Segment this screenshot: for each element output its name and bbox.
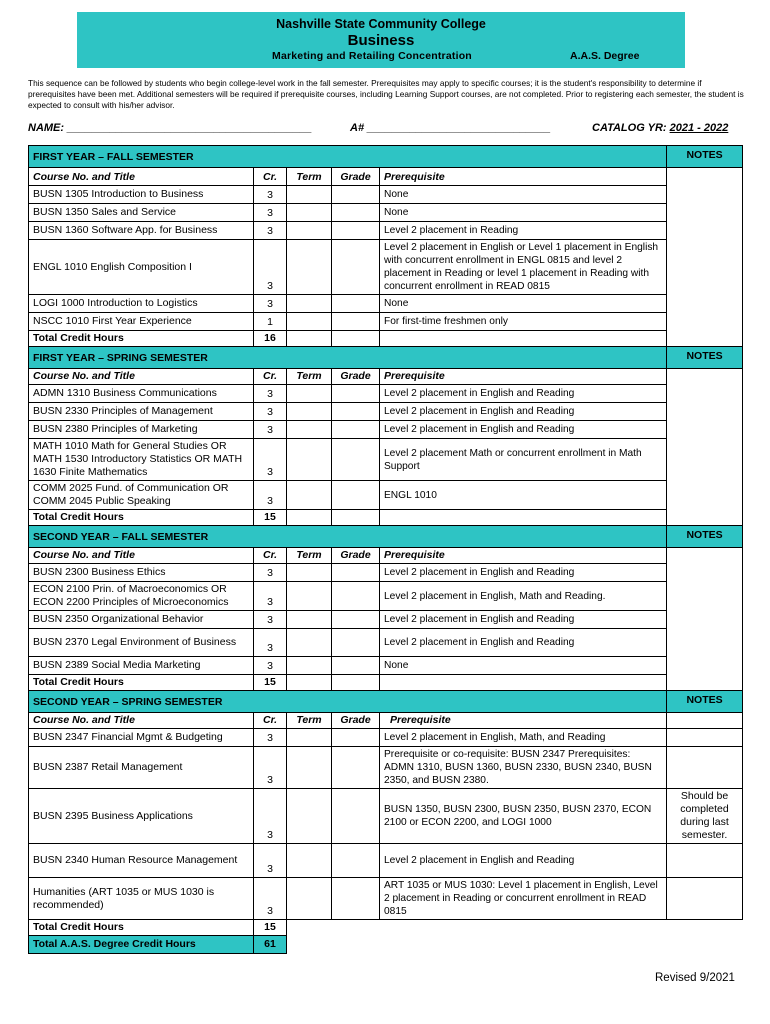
credit-hours: 3 [254, 844, 287, 878]
course-row [29, 582, 743, 611]
course-row [29, 240, 743, 295]
term-column-header: Term [287, 713, 332, 729]
term-cell[interactable] [287, 564, 332, 582]
term-cell[interactable] [287, 729, 332, 747]
credit-hours: 3 [254, 204, 287, 222]
intro-paragraph: This sequence can be followed by students who begin college-level work in the fall semester. Prerequisites may apply to specific courses; it is the student's responsibility to determine if prerequisites have been met. Additional semesters will be required if prerequisite courses, including Learning Support courses, are not completed. Prior to registering each semester, the student is expected to consult with his/her advisor. [28, 78, 744, 110]
notes-cell[interactable] [667, 369, 743, 526]
course-row [29, 747, 743, 789]
course-row [29, 385, 743, 403]
college-name: Nashville State Community College [276, 17, 486, 31]
grade-cell[interactable] [332, 878, 380, 920]
credit-hours: 3 [254, 564, 287, 582]
term-column-header: Term [287, 369, 332, 385]
course-title: BUSN 2380 Principles of Marketing [29, 421, 254, 439]
course-title: BUSN 2350 Organizational Behavior [29, 611, 254, 629]
notes-cell[interactable] [667, 168, 743, 347]
grade-column-header: Grade [332, 713, 380, 729]
credit-hours: 3 [254, 629, 287, 657]
semester-header [29, 146, 743, 168]
grade-cell[interactable] [332, 481, 380, 510]
credit-hours: 3 [254, 295, 287, 313]
course-plan-table [28, 145, 743, 954]
credit-hours: 3 [254, 789, 287, 844]
prerequisite-column-header: Prerequisite [380, 548, 667, 564]
grand-total-label: Total A.A.S. Degree Credit Hours [29, 936, 254, 954]
credit-column-header: Cr. [254, 713, 287, 729]
a-number-field[interactable]: A# ______________________________ [350, 122, 551, 134]
term-cell[interactable] [287, 789, 332, 844]
course-row [29, 186, 743, 204]
semester-title: FIRST YEAR – FALL SEMESTER [29, 146, 667, 168]
term-cell[interactable] [287, 385, 332, 403]
grade-cell[interactable] [332, 657, 380, 675]
course-title: BUSN 1305 Introduction to Business [29, 186, 254, 204]
credit-hours: 3 [254, 729, 287, 747]
prerequisite-text: Level 2 placement in English and Reading [380, 611, 667, 629]
prerequisite-text: For first-time freshmen only [380, 313, 667, 331]
total-credit-value: 15 [254, 920, 287, 936]
term-cell[interactable] [287, 421, 332, 439]
term-cell[interactable] [287, 403, 332, 421]
notes-cell[interactable] [667, 729, 743, 747]
prerequisite-text: None [380, 204, 667, 222]
notes-header: NOTES [667, 146, 743, 168]
credit-column-header: Cr. [254, 369, 287, 385]
credit-hours: 3 [254, 582, 287, 611]
grade-cell[interactable] [332, 564, 380, 582]
grade-cell[interactable] [332, 295, 380, 313]
prerequisite-column-header: Prerequisite [380, 369, 667, 385]
grade-cell[interactable] [332, 204, 380, 222]
concentration-name: Marketing and Retailing Concentration [272, 50, 472, 62]
course-row [29, 204, 743, 222]
course-title: MATH 1010 Math for General Studies OR MATH 1530 Introductory Statistics OR MATH 1630 Finite Mathematics [29, 439, 254, 481]
term-cell[interactable] [287, 481, 332, 510]
total-credit-label: Total Credit Hours [29, 920, 254, 936]
credit-hours: 1 [254, 313, 287, 331]
prerequisite-text: BUSN 1350, BUSN 2300, BUSN 2350, BUSN 2370, ECON 2100 or ECON 2200, and LOGI 1000 [380, 789, 667, 844]
prerequisite-column-header: Prerequisite [380, 713, 667, 729]
course-title: COMM 2025 Fund. of Communication OR COMM 2045 Public Speaking [29, 481, 254, 510]
grade-column-header: Grade [332, 168, 380, 186]
course-column-header: Course No. and Title [29, 713, 254, 729]
notes-header: NOTES [667, 526, 743, 548]
total-credit-value: 15 [254, 510, 287, 526]
term-cell[interactable] [287, 657, 332, 675]
credit-hours: 3 [254, 611, 287, 629]
course-title: BUSN 2340 Human Resource Management [29, 844, 254, 878]
notes-header: NOTES [667, 347, 743, 369]
grade-cell[interactable] [332, 629, 380, 657]
grade-cell[interactable] [332, 385, 380, 403]
notes-cell[interactable] [667, 548, 743, 691]
course-row [29, 421, 743, 439]
grand-total-value: 61 [254, 936, 287, 954]
prerequisite-text: None [380, 295, 667, 313]
course-row [29, 844, 743, 878]
grade-cell[interactable] [332, 789, 380, 844]
total-credit-label: Total Credit Hours [29, 510, 254, 526]
column-header-row [29, 713, 743, 729]
credit-column-header: Cr. [254, 548, 287, 564]
course-row [29, 611, 743, 629]
course-title: BUSN 1360 Software App. for Business [29, 222, 254, 240]
credit-hours: 3 [254, 186, 287, 204]
term-cell[interactable] [287, 611, 332, 629]
term-cell[interactable] [287, 844, 332, 878]
course-plan-body [29, 146, 743, 954]
course-column-header: Course No. and Title [29, 369, 254, 385]
term-cell[interactable] [287, 295, 332, 313]
term-cell[interactable] [287, 204, 332, 222]
grade-cell[interactable] [332, 747, 380, 789]
notes-cell[interactable] [667, 878, 743, 920]
course-note: Should be completed during last semester. [667, 789, 743, 844]
course-row [29, 878, 743, 920]
prerequisite-text: None [380, 186, 667, 204]
grade-cell[interactable] [332, 222, 380, 240]
credit-hours: 3 [254, 222, 287, 240]
course-title: BUSN 2389 Social Media Marketing [29, 657, 254, 675]
semester-header [29, 691, 743, 713]
revision-date: Revised 9/2021 [655, 972, 735, 984]
credit-hours: 3 [254, 421, 287, 439]
course-row [29, 729, 743, 747]
term-cell[interactable] [287, 747, 332, 789]
grade-cell[interactable] [332, 582, 380, 611]
term-cell[interactable] [287, 313, 332, 331]
semester-title: SECOND YEAR – FALL SEMESTER [29, 526, 667, 548]
course-title: ADMN 1310 Business Communications [29, 385, 254, 403]
course-row [29, 295, 743, 313]
prerequisite-text: ENGL 1010 [380, 481, 667, 510]
name-field[interactable]: NAME: ________________________________________ [28, 122, 312, 134]
term-cell[interactable] [287, 439, 332, 481]
prerequisite-text: Level 2 placement in English, Math, and Reading [380, 729, 667, 747]
course-title: ECON 2100 Prin. of Macroeconomics OR ECON 2200 Principles of Microeconomics [29, 582, 254, 611]
course-row [29, 222, 743, 240]
prerequisite-text: Level 2 placement in English and Reading [380, 629, 667, 657]
total-credit-value: 16 [254, 331, 287, 347]
semester-title: FIRST YEAR – SPRING SEMESTER [29, 347, 667, 369]
prerequisite-text: Level 2 placement in English, Math and Reading. [380, 582, 667, 611]
prerequisite-text: Level 2 placement in English and Reading [380, 385, 667, 403]
grade-cell[interactable] [332, 439, 380, 481]
course-title: LOGI 1000 Introduction to Logistics [29, 295, 254, 313]
credit-hours: 3 [254, 657, 287, 675]
empty-space [287, 920, 743, 954]
course-row [29, 657, 743, 675]
catalog-year: CATALOG YR: 2021 - 2022 [592, 122, 729, 134]
course-row [29, 313, 743, 331]
prerequisite-text: Level 2 placement in English and Reading [380, 844, 667, 878]
semester-header [29, 347, 743, 369]
course-title: BUSN 2300 Business Ethics [29, 564, 254, 582]
term-cell[interactable] [287, 186, 332, 204]
grade-cell[interactable] [332, 313, 380, 331]
course-title: BUSN 1350 Sales and Service [29, 204, 254, 222]
credit-hours: 3 [254, 481, 287, 510]
course-column-header: Course No. and Title [29, 548, 254, 564]
semester-header [29, 526, 743, 548]
term-cell[interactable] [287, 222, 332, 240]
course-row [29, 439, 743, 481]
course-title: Humanities (ART 1035 or MUS 1030 is recommended) [29, 878, 254, 920]
credit-hours: 3 [254, 747, 287, 789]
column-header-row [29, 369, 743, 385]
grade-cell[interactable] [332, 186, 380, 204]
total-credit-row [29, 920, 743, 936]
column-header-row [29, 548, 743, 564]
course-title: BUSN 2330 Principles of Management [29, 403, 254, 421]
course-title: BUSN 2395 Business Applications [29, 789, 254, 844]
term-cell[interactable] [287, 240, 332, 295]
course-row [29, 629, 743, 657]
title-banner [77, 12, 685, 68]
course-title: NSCC 1010 First Year Experience [29, 313, 254, 331]
credit-hours: 3 [254, 403, 287, 421]
prerequisite-text: Level 2 placement in English and Reading [380, 403, 667, 421]
term-column-header: Term [287, 548, 332, 564]
credit-hours: 3 [254, 385, 287, 403]
course-row [29, 403, 743, 421]
total-credit-row [29, 675, 743, 691]
term-cell[interactable] [287, 629, 332, 657]
course-row [29, 789, 743, 844]
grade-cell[interactable] [332, 729, 380, 747]
notes-header: NOTES [667, 691, 743, 713]
notes-cell[interactable] [667, 747, 743, 789]
column-header-row [29, 168, 743, 186]
notes-cell[interactable] [667, 713, 743, 729]
course-row [29, 481, 743, 510]
total-credit-row [29, 331, 743, 347]
course-row [29, 564, 743, 582]
notes-cell[interactable] [667, 844, 743, 878]
credit-column-header: Cr. [254, 168, 287, 186]
prerequisite-text: None [380, 657, 667, 675]
course-title: BUSN 2387 Retail Management [29, 747, 254, 789]
prerequisite-text: Level 2 placement in Reading [380, 222, 667, 240]
total-credit-row [29, 510, 743, 526]
total-credit-value: 15 [254, 675, 287, 691]
prerequisite-text: Level 2 placement in English and Reading [380, 421, 667, 439]
course-title: BUSN 2370 Legal Environment of Business [29, 629, 254, 657]
course-title: BUSN 2347 Financial Mgmt & Budgeting [29, 729, 254, 747]
prerequisite-column-header: Prerequisite [380, 168, 667, 186]
grade-cell[interactable] [332, 421, 380, 439]
prerequisite-text: Level 2 placement in English and Reading [380, 564, 667, 582]
semester-title: SECOND YEAR – SPRING SEMESTER [29, 691, 667, 713]
grade-cell[interactable] [332, 403, 380, 421]
credit-hours: 3 [254, 878, 287, 920]
course-title: ENGL 1010 English Composition I [29, 240, 254, 295]
prerequisite-text: ART 1035 or MUS 1030: Level 1 placement in English, Level 2 placement in Reading or concurrent enrollment in READ 0815 [380, 878, 667, 920]
course-column-header: Course No. and Title [29, 168, 254, 186]
credit-hours: 3 [254, 240, 287, 295]
degree-type: A.A.S. Degree [570, 50, 640, 62]
prerequisite-text: Prerequisite or co-requisite: BUSN 2347 Prerequisites: ADMN 1310, BUSN 1360, BUSN 2330, BUSN 2340, BUSN 2350, and BUSN 2380. [380, 747, 667, 789]
total-credit-label: Total Credit Hours [29, 675, 254, 691]
grade-cell[interactable] [332, 611, 380, 629]
prerequisite-text: Level 2 placement Math or concurrent enrollment in Math Support [380, 439, 667, 481]
program-name: Business [347, 32, 415, 49]
grade-column-header: Grade [332, 369, 380, 385]
term-cell[interactable] [287, 878, 332, 920]
term-cell[interactable] [287, 582, 332, 611]
term-column-header: Term [287, 168, 332, 186]
grade-cell[interactable] [332, 240, 380, 295]
grade-cell[interactable] [332, 844, 380, 878]
credit-hours: 3 [254, 439, 287, 481]
grade-column-header: Grade [332, 548, 380, 564]
prerequisite-text: Level 2 placement in English or Level 1 placement in English with concurrent enrollment in ENGL 0815 and level 2 placement in Reading or level 1 placement in Reading with concurrent enrollment in READ 0815 [380, 240, 667, 295]
total-credit-label: Total Credit Hours [29, 331, 254, 347]
